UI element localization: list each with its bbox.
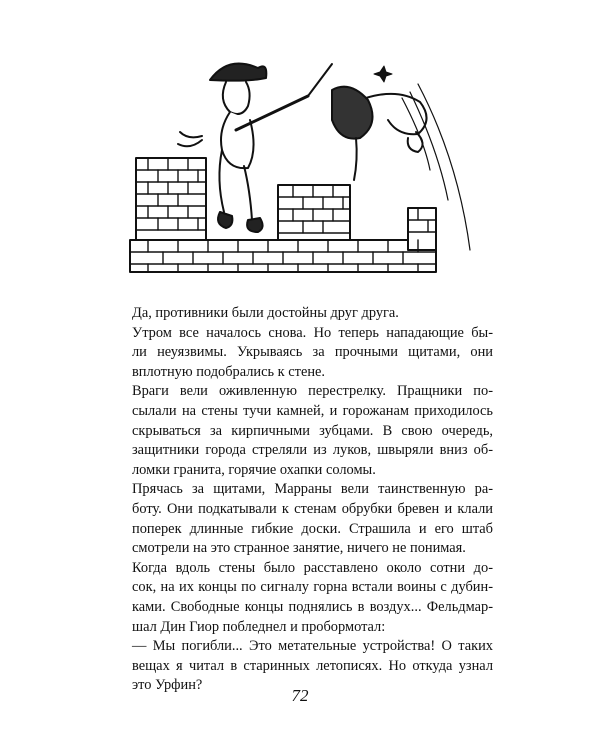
text-line: шал Дин Гиор побледнел и пробормотал: bbox=[132, 618, 386, 635]
paragraph bbox=[116, 324, 493, 383]
text-line: это Урфин? bbox=[132, 677, 203, 694]
text-line: смотрели на это странное занятие, ничего не понимая. bbox=[132, 540, 466, 557]
text-line: ломки гранита, горячие охапки соломы. bbox=[132, 461, 376, 478]
text-line: скрываться за кирпичными зубцами. В свою очередь, bbox=[132, 422, 493, 439]
text-line: Когда вдоль стены было расставлено около сотни до- bbox=[132, 559, 493, 576]
body-text bbox=[116, 304, 493, 696]
text-line: Прячась за щитами, Марраны вели таинственную ра- bbox=[132, 481, 493, 498]
paragraph bbox=[116, 480, 493, 558]
text-line: поперек длинные гибкие доски. Страшила и его штаб bbox=[132, 520, 493, 537]
paragraph bbox=[116, 382, 493, 480]
paragraph bbox=[116, 304, 493, 324]
text-line: ли неуязвимы. Укрываясь за прочными щитами, они bbox=[132, 344, 493, 361]
text-line: боту. Они подкатывали к стенам обрубки бревен и клали bbox=[132, 500, 493, 517]
text-line: ками. Свободные концы поднялись в воздух... Фельдмар- bbox=[132, 598, 493, 615]
page-number: 72 bbox=[291, 686, 309, 705]
illustration bbox=[118, 40, 488, 290]
text-line: — Мы погибли... Это метательные устройства! О таких bbox=[132, 638, 493, 655]
text-line: Утром все началось снова. Но теперь нападающие бы- bbox=[132, 324, 493, 341]
text-line: вплотную подобрались к стене. bbox=[132, 363, 326, 380]
text-line: сылали на стены тучи камней, и горожанам приходилось bbox=[132, 402, 493, 419]
text-line: Да, противники были достойны друг друга. bbox=[132, 305, 399, 321]
text-line: сок, на их концы по сигналу горна встали воины с дубин- bbox=[132, 579, 493, 596]
text-line: защитники города стреляли из луков, швыряли вниз об- bbox=[132, 442, 493, 459]
paragraph bbox=[116, 559, 493, 637]
text-line: Враги вели оживленную перестрелку. Пращники по- bbox=[132, 383, 493, 400]
text-line: вещах я читал в старинных летописях. Но откуда узнал bbox=[132, 657, 493, 674]
